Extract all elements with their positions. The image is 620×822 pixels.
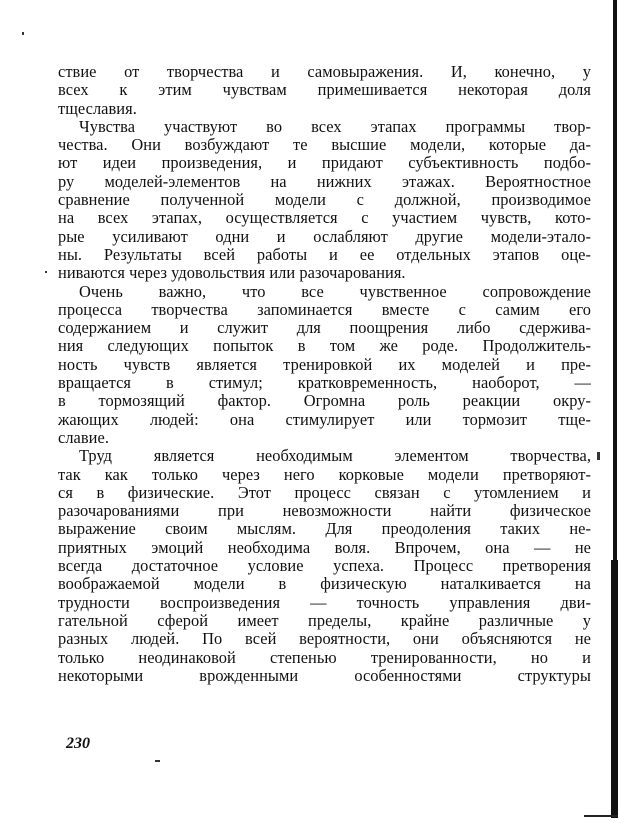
text-line: содержанием и служит для поощрения либо сдержива-: [58, 318, 591, 338]
text-line: в тормозящий фактор. Огромна роль реакции окру-: [58, 391, 591, 411]
text-line: выражение своим мыслям. Для преодоления таких не-: [58, 519, 591, 539]
text-line: ны. Результаты всей работы и ее отдельных этапов оце-: [58, 244, 591, 264]
text-line: на всех этапах, осуществляется с участием чувств, кото-: [58, 208, 591, 228]
text-line: воображаемой модели в физическую наталкивается на: [58, 574, 591, 594]
text-line: ния следующих попыток в том же роде. Продолжитель-: [58, 336, 591, 356]
text-line: тщеславия.: [58, 98, 137, 118]
text-line: сравнение полученной модели с должной, производимое: [58, 190, 591, 210]
text-line: приятных эмоций необходима воля. Впрочем, она — не: [58, 537, 591, 557]
text-line: всегда достаточное условие успеха. Процесс претворения: [58, 556, 591, 576]
text-line: Чувства участвуют во всех этапах программы твор-: [79, 116, 591, 136]
text-line: Труд является необходимым элементом творчества,: [79, 446, 591, 466]
scan-speck: [597, 452, 600, 460]
text-line: ствие от творчества и самовыражения. И, конечно, у: [58, 62, 591, 81]
text-line: славие.: [58, 427, 109, 447]
text-line: всех к этим чувствам примешивается некоторая доля: [58, 80, 591, 100]
scan-speck: [45, 271, 47, 273]
text-line: ся в физические. Этот процесс связан с утомлением и: [58, 482, 591, 502]
text-line: гательной сферой имеет пределы, крайне различные у: [58, 610, 591, 630]
text-line: трудности воспроизведения — точность управления дви-: [58, 592, 591, 612]
scan-speck: [22, 32, 24, 35]
text-line: Очень важно, что все чувственное сопровождение: [79, 281, 591, 301]
text-line: ниваются через удовольствия или разочарования.: [58, 263, 406, 283]
text-line: вращается в стимул; кратковременность, наоборот, —: [58, 373, 591, 393]
text-line: разных людей. По всей вероятности, они объясняются не: [58, 629, 591, 649]
text-line: ют идеи произведения, и придают субъективность подбо-: [58, 153, 591, 173]
text-line: чества. Они возбуждают те высшие модели, которые да-: [58, 135, 591, 155]
text-line: некоторыми врожденными особенностями структуры: [58, 665, 591, 685]
text-line: процесса творчества запоминается вместе с самим его: [58, 299, 591, 319]
text-line: только неодинаковой степенью тренированности, но и: [58, 647, 591, 667]
text-line: ру моделей-элементов на нижних этажах. Вероятностное: [58, 171, 591, 191]
body-text: [58, 63, 591, 685]
text-line: жающих людей: она стимулирует или тормозит тще-: [58, 409, 591, 429]
scan-speck: [155, 760, 160, 762]
page-edge-corner: [584, 815, 618, 817]
text-line: рые усиливают одни и ослабляют другие модели-эталo-: [58, 226, 591, 246]
page-edge-shadow-lower: [611, 560, 618, 818]
text-line: так как только через него корковые модели претворяют-: [58, 464, 591, 484]
page-number: 230: [66, 735, 90, 752]
text-line: ность чувств является тренировкой их моделей и пре-: [58, 354, 591, 374]
text-line: разочарованиями при невозможности найти физическое: [58, 501, 591, 521]
